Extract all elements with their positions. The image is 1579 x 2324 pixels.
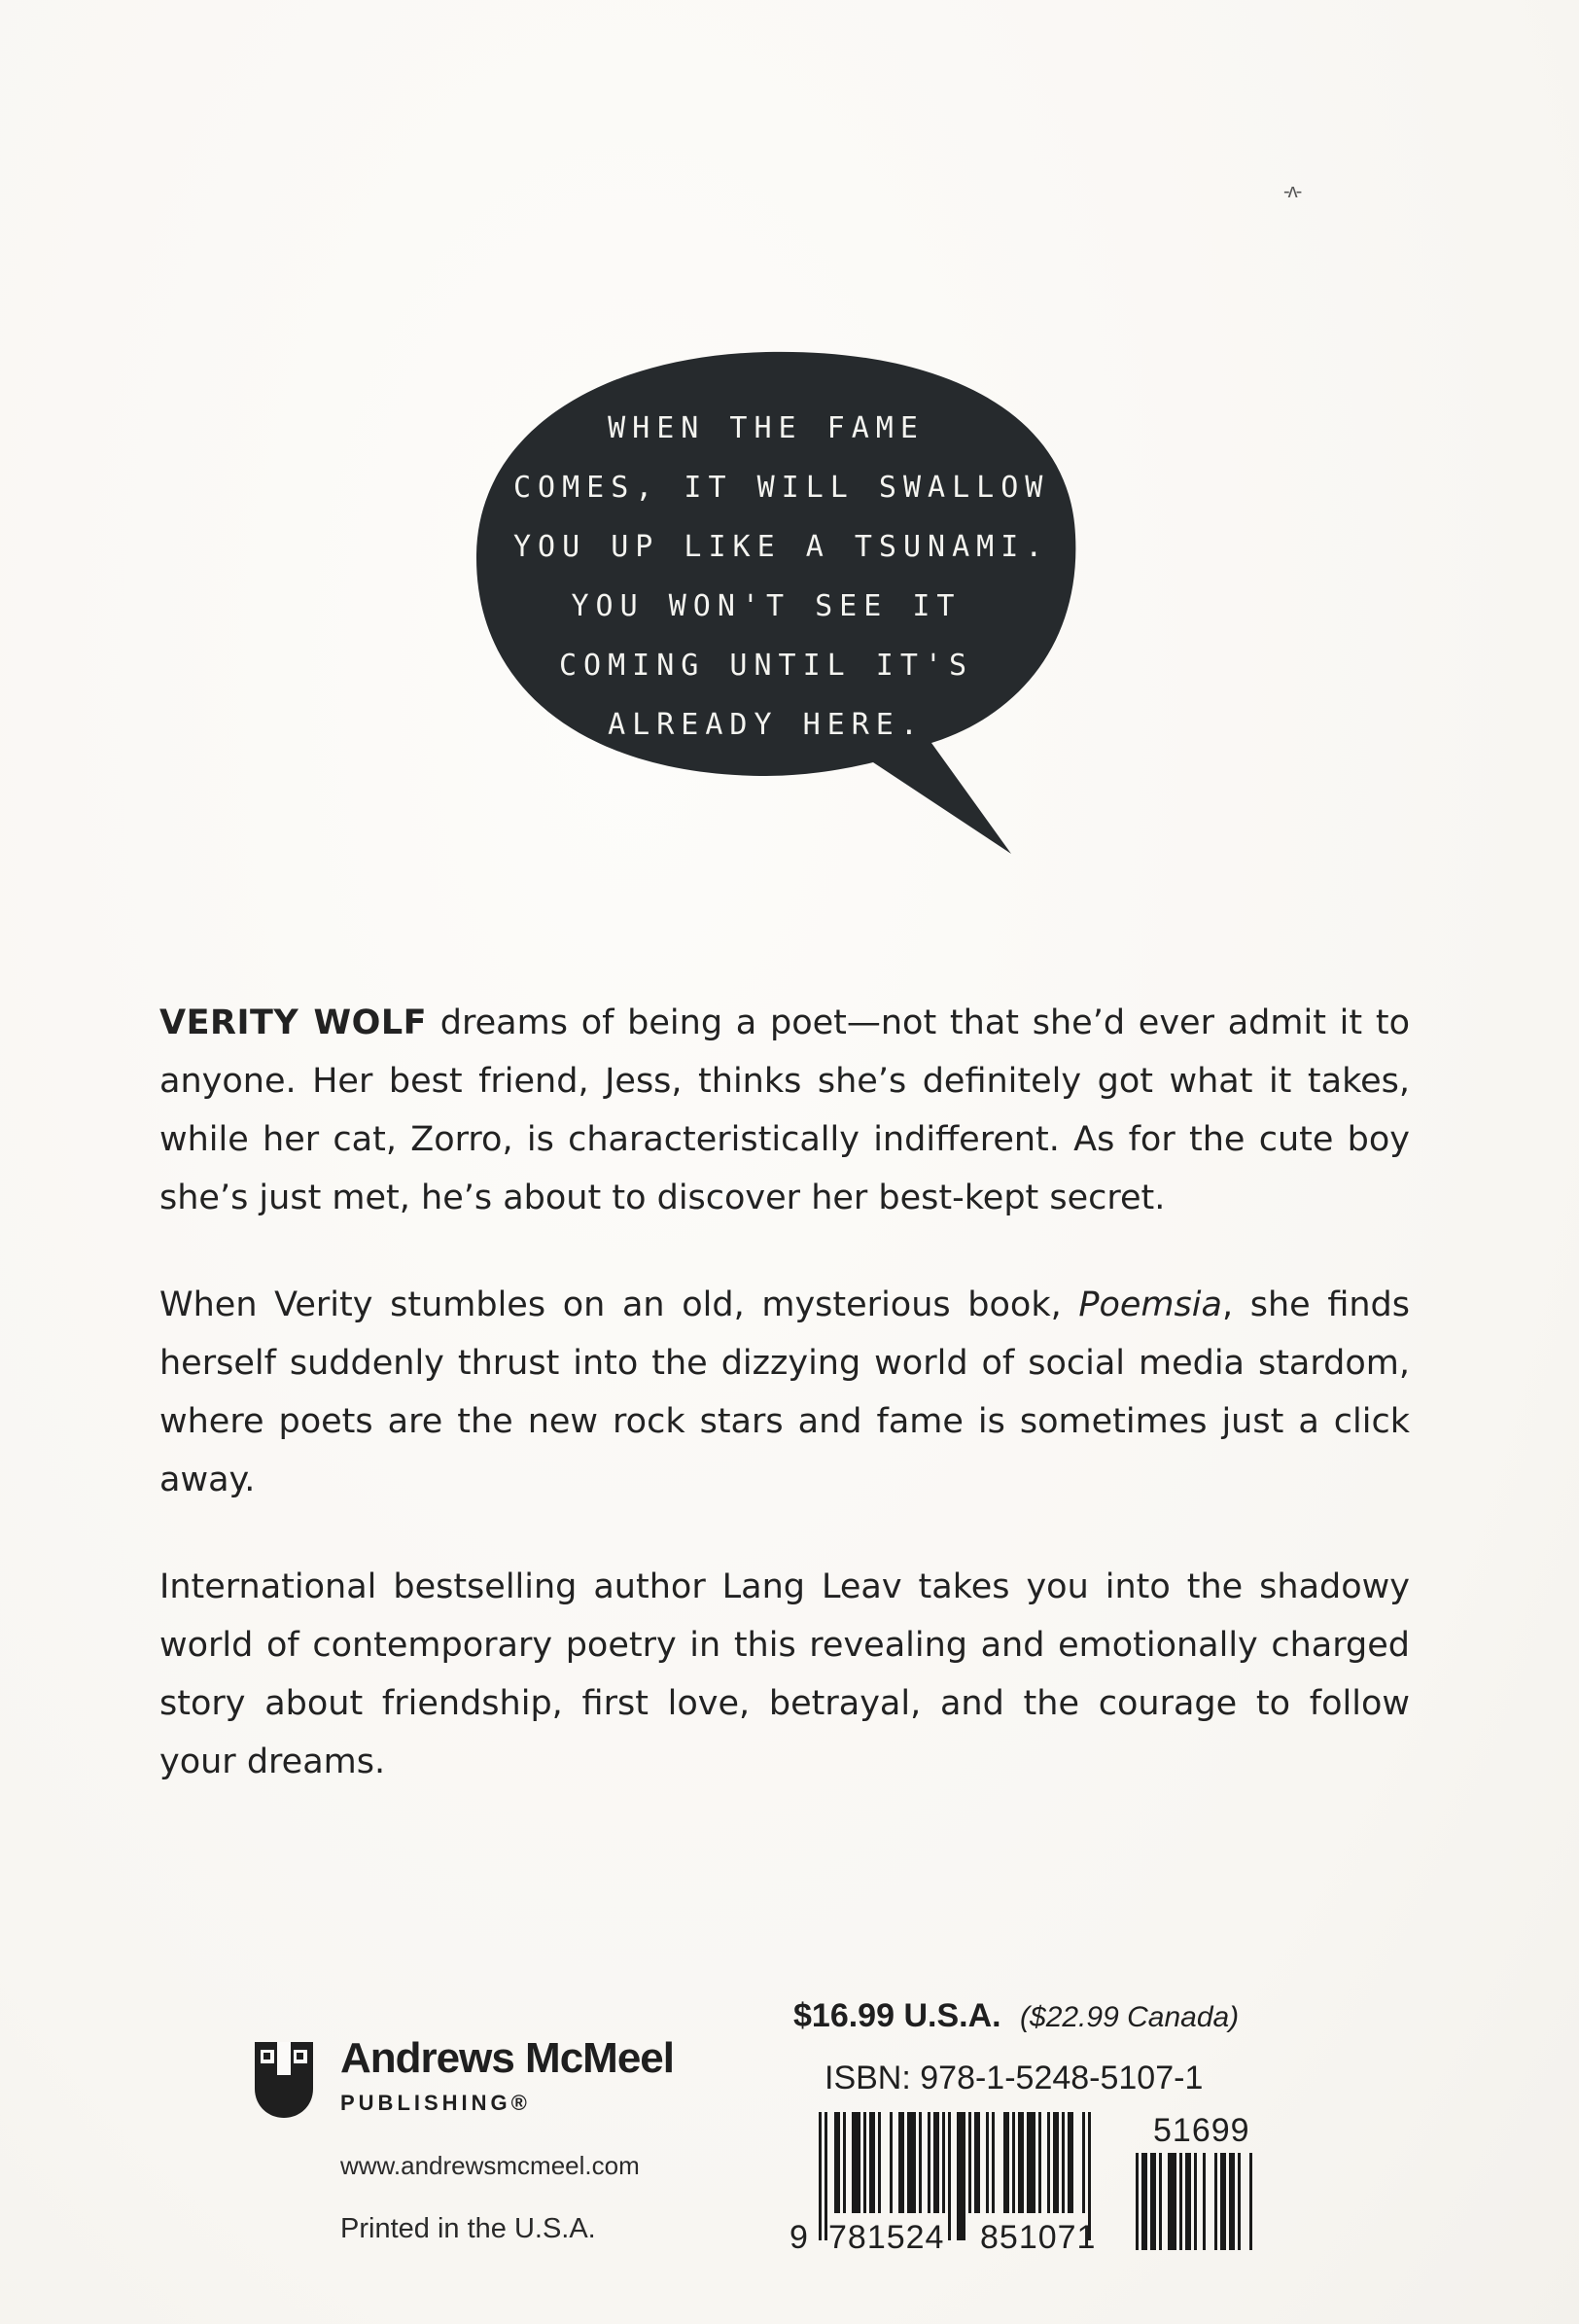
barcode-bar [1203, 2153, 1206, 2250]
barcode-addon-digits: 51699 [1153, 2112, 1250, 2149]
barcode-bar [819, 2112, 822, 2240]
character-name: VERITY WOLF [159, 1004, 428, 1042]
barcode-bar [942, 2112, 945, 2213]
barcode-bar [1159, 2153, 1162, 2250]
barcode-bar [1012, 2112, 1015, 2213]
ink-speck: -ʌ- [1283, 181, 1301, 202]
book-description [159, 994, 1410, 1840]
speech-bubble [474, 350, 1097, 856]
barcode-bar [1003, 2112, 1009, 2213]
barcode-bar [878, 2112, 881, 2213]
barcode-bar [1053, 2112, 1059, 2213]
barcode-addon-bars [1136, 2153, 1287, 2250]
price-canada: ($22.99 Canada) [1020, 2001, 1240, 2033]
barcode-bar [1136, 2153, 1139, 2250]
barcode-bar [898, 2112, 904, 2213]
barcode-bar [907, 2112, 916, 2213]
barcode-bar [933, 2112, 939, 2213]
barcode-bar [1150, 2153, 1156, 2250]
printed-in-note: Printed in the U.S.A. [340, 2213, 596, 2244]
barcode-bar [1185, 2153, 1191, 2250]
barcode-bar [890, 2112, 893, 2213]
publisher-url: www.andrewsmcmeel.com [340, 2151, 640, 2180]
barcode-bar [1229, 2153, 1235, 2250]
publisher-name: Andrews McMeel [340, 2034, 674, 2082]
barcode-bar [1047, 2112, 1050, 2213]
barcode-bar [992, 2112, 995, 2213]
paragraph-text: When Verity stumbles on an old, mysterious book, [159, 1285, 1079, 1324]
bubble-line: YOU UP LIKE A TSUNAMI. [513, 530, 1050, 564]
barcode-bar [1249, 2153, 1252, 2250]
publisher-logo-icon [255, 2042, 313, 2118]
barcode-bar [1068, 2112, 1073, 2213]
barcode [790, 2112, 1295, 2297]
barcode-bar [1179, 2153, 1182, 2250]
barcode-bar [1062, 2112, 1065, 2213]
barcode-bar [928, 2112, 930, 2213]
barcode-bar [1238, 2153, 1241, 2250]
barcode-bar [986, 2112, 989, 2213]
barcode-bar [863, 2112, 866, 2213]
bubble-line: ALREADY HERE. [608, 708, 925, 742]
description-paragraph-2 [159, 1276, 1410, 1509]
bubble-line: YOU WON'T SEE IT [571, 589, 962, 623]
barcode-digits-right: 851071 [980, 2219, 1097, 2256]
barcode-bar [919, 2112, 922, 2213]
barcode-bar [957, 2112, 965, 2240]
barcode-lead-digit: 9 [790, 2219, 809, 2256]
price-us: $16.99 U.S.A. [793, 1997, 1001, 2034]
barcode-bar [974, 2112, 980, 2213]
barcode-digits-left: 781524 [828, 2219, 945, 2256]
barcode-bar [1038, 2112, 1041, 2213]
barcode-bar [948, 2112, 951, 2240]
barcode-bar [843, 2112, 846, 2213]
price-line [793, 1997, 1239, 2035]
description-paragraph-3 [159, 1558, 1410, 1791]
barcode-bar [1082, 2112, 1085, 2213]
barcode-bar [869, 2112, 875, 2213]
barcode-bar [1141, 2153, 1147, 2250]
speech-bubble-text [513, 399, 1050, 755]
barcode-bar [1168, 2153, 1176, 2250]
bubble-line: COMING UNTIL IT'S [558, 649, 974, 683]
paragraph-text: , she finds herself suddenly thrust into the dizzying world of social media stardom, where poets are the new rock stars and fame is sometimes just a click away. [159, 1285, 1410, 1499]
bubble-line: WHEN THE FAME [608, 411, 925, 445]
description-paragraph-1 [159, 994, 1410, 1227]
barcode-bar [1214, 2153, 1217, 2250]
barcode-bar [1018, 2112, 1024, 2213]
publisher-subtitle: PUBLISHING® [340, 2091, 531, 2115]
barcode-bar [968, 2112, 971, 2213]
barcode-bar [1220, 2153, 1226, 2250]
paragraph-text: International bestselling author Lang Leav takes you into the shadowy world of contemporary poetry in this revealing and emotionally charged story about friendship, first love, betrayal, and the courage to follow your dreams. [159, 1567, 1410, 1781]
paragraph-text: dreams of being a poet—not that she’d ever admit it to anyone. Her best friend, Jess, thinks she’s definitely got what it takes, while her cat, Zorro, is characteristically indifferent. As for the cute boy she’s just met, he’s about to discover her best-kept secret. [159, 1004, 1410, 1217]
barcode-bar [825, 2112, 827, 2240]
barcode-bar [1027, 2112, 1035, 2213]
bubble-line: COMES, IT WILL SWALLOW [513, 471, 1050, 505]
isbn-number: ISBN: 978-1-5248-5107-1 [825, 2060, 1204, 2096]
book-title: Poemsia [1078, 1285, 1222, 1324]
barcode-bar [1194, 2153, 1197, 2250]
publisher-block [255, 2034, 702, 2287]
barcode-bar [852, 2112, 860, 2213]
barcode-bar [834, 2112, 840, 2213]
